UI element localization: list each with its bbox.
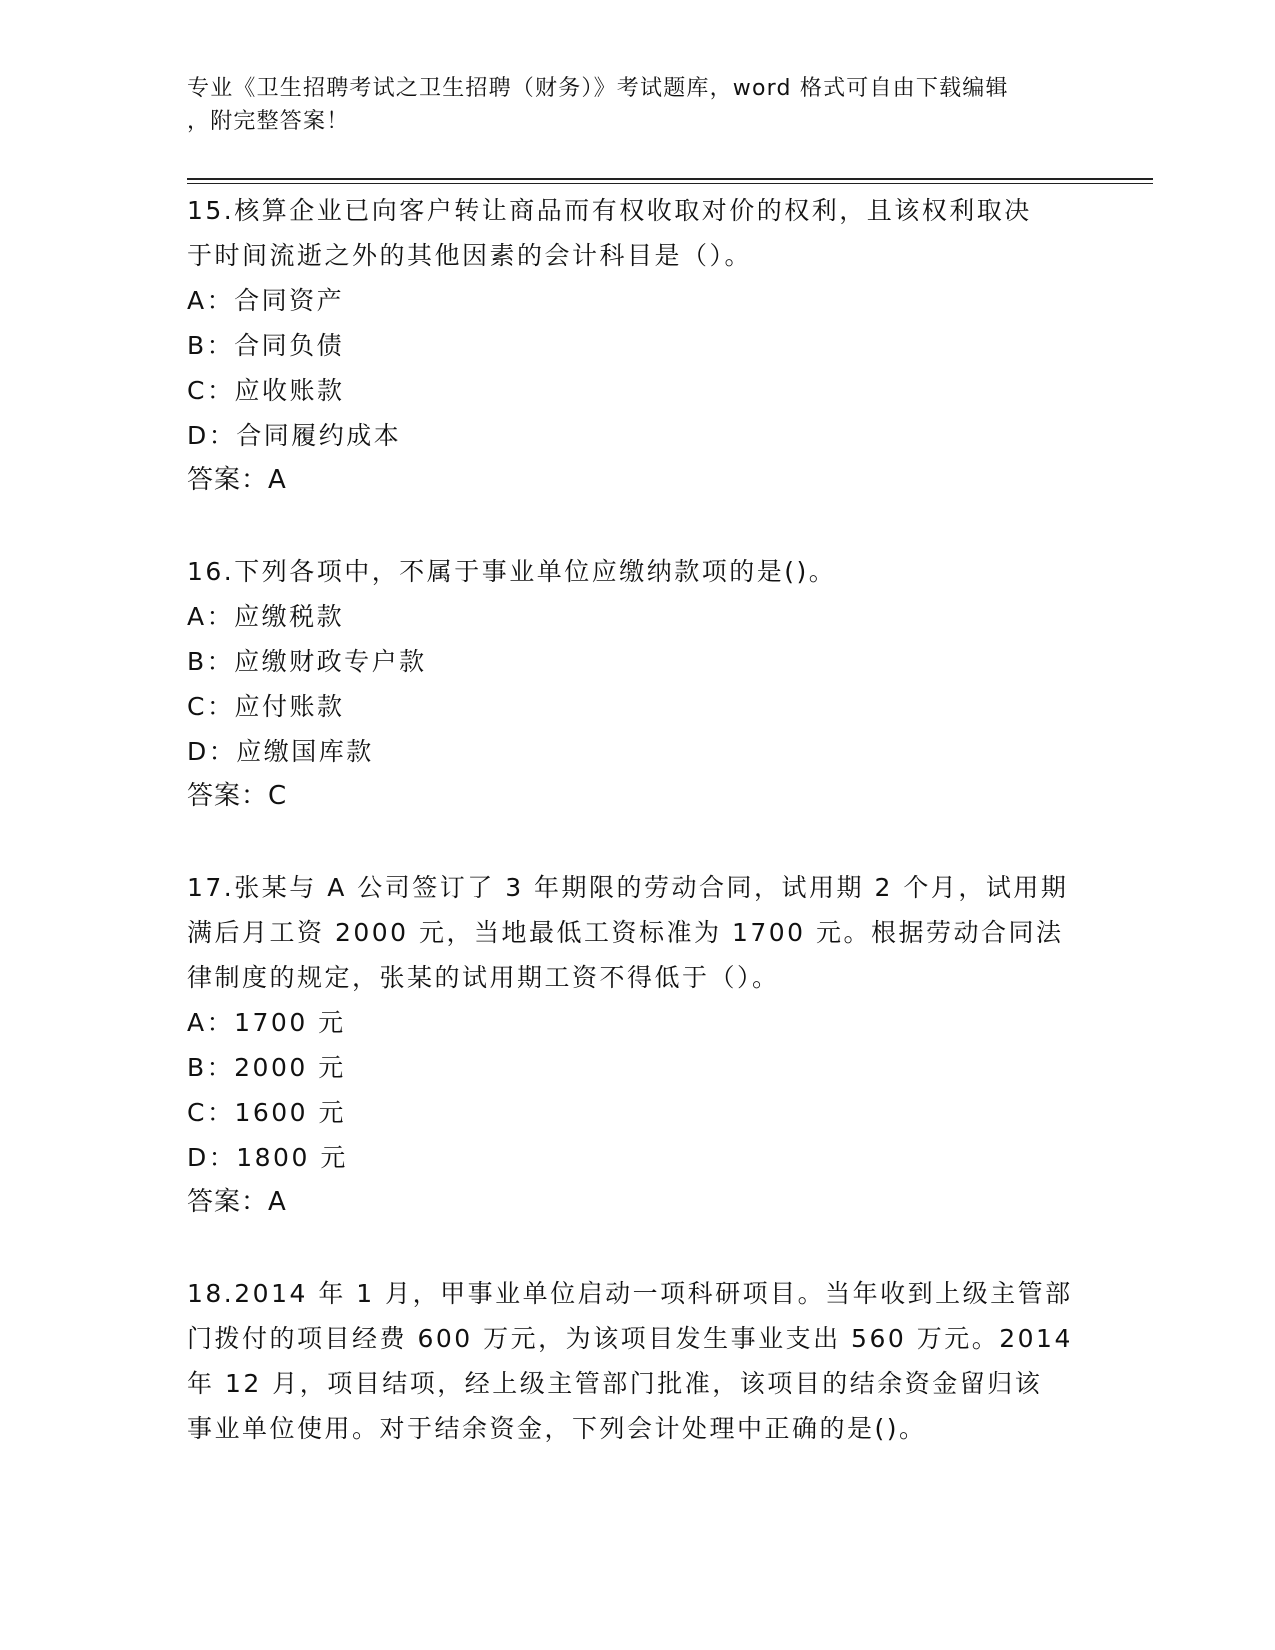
option-b: B：合同负债	[187, 331, 345, 360]
question-text-line: 15.核算企业已向客户转让商品而有权收取对价的权利，且该权利取决	[187, 196, 1032, 225]
option-c: C：应付账款	[187, 692, 345, 721]
option-d: D：合同履约成本	[187, 421, 402, 450]
document-header	[187, 72, 1087, 138]
option-a: A：应缴税款	[187, 602, 345, 631]
header-line-1: 专业《卫生招聘考试之卫生招聘（财务）》考试题库，word 格式可自由下载编辑	[187, 76, 1009, 101]
question-text-line: 17.张某与 A 公司签订了 3 年期限的劳动合同，试用期 2 个月，试用期	[187, 873, 1069, 902]
option-b: B：应缴财政专户款	[187, 647, 427, 676]
option-c: C：1600 元	[187, 1098, 347, 1127]
question-text-line: 18.2014 年 1 月，甲事业单位启动一项科研项目。当年收到上级主管部	[187, 1279, 1073, 1308]
question-text-line: 16.下列各项中，不属于事业单位应缴纳款项的是()。	[187, 557, 837, 586]
question-text-line: 年 12 月，项目结项，经上级主管部门批准，该项目的结余资金留归该	[187, 1369, 1043, 1398]
answer-text: 答案：A	[187, 1187, 287, 1217]
question-16	[187, 549, 1087, 819]
question-18	[187, 1271, 1087, 1451]
option-a: A：合同资产	[187, 286, 345, 315]
question-text-line: 满后月工资 2000 元，当地最低工资标准为 1700 元。根据劳动合同法	[187, 918, 1064, 947]
header-divider-thin	[187, 183, 1153, 184]
question-text-line: 门拨付的项目经费 600 万元，为该项目发生事业支出 560 万元。2014	[187, 1324, 1073, 1353]
header-line-2: ，附完整答案！	[187, 109, 350, 134]
option-d: D：1800 元	[187, 1143, 348, 1172]
option-a: A：1700 元	[187, 1008, 346, 1037]
option-d: D：应缴国库款	[187, 737, 374, 766]
question-text-line: 律制度的规定，张某的试用期工资不得低于（）。	[187, 963, 780, 992]
option-c: C：应收账款	[187, 376, 345, 405]
question-15	[187, 188, 1087, 503]
option-b: B：2000 元	[187, 1053, 346, 1082]
answer-text: 答案：C	[187, 781, 288, 811]
question-text-line: 事业单位使用。对于结余资金，下列会计处理中正确的是()。	[187, 1414, 927, 1443]
question-17	[187, 865, 1087, 1225]
question-list	[187, 188, 1087, 1497]
question-text-line: 于时间流逝之外的其他因素的会计科目是（）。	[187, 241, 753, 270]
header-divider-thick	[187, 178, 1153, 180]
answer-text: 答案：A	[187, 465, 287, 495]
